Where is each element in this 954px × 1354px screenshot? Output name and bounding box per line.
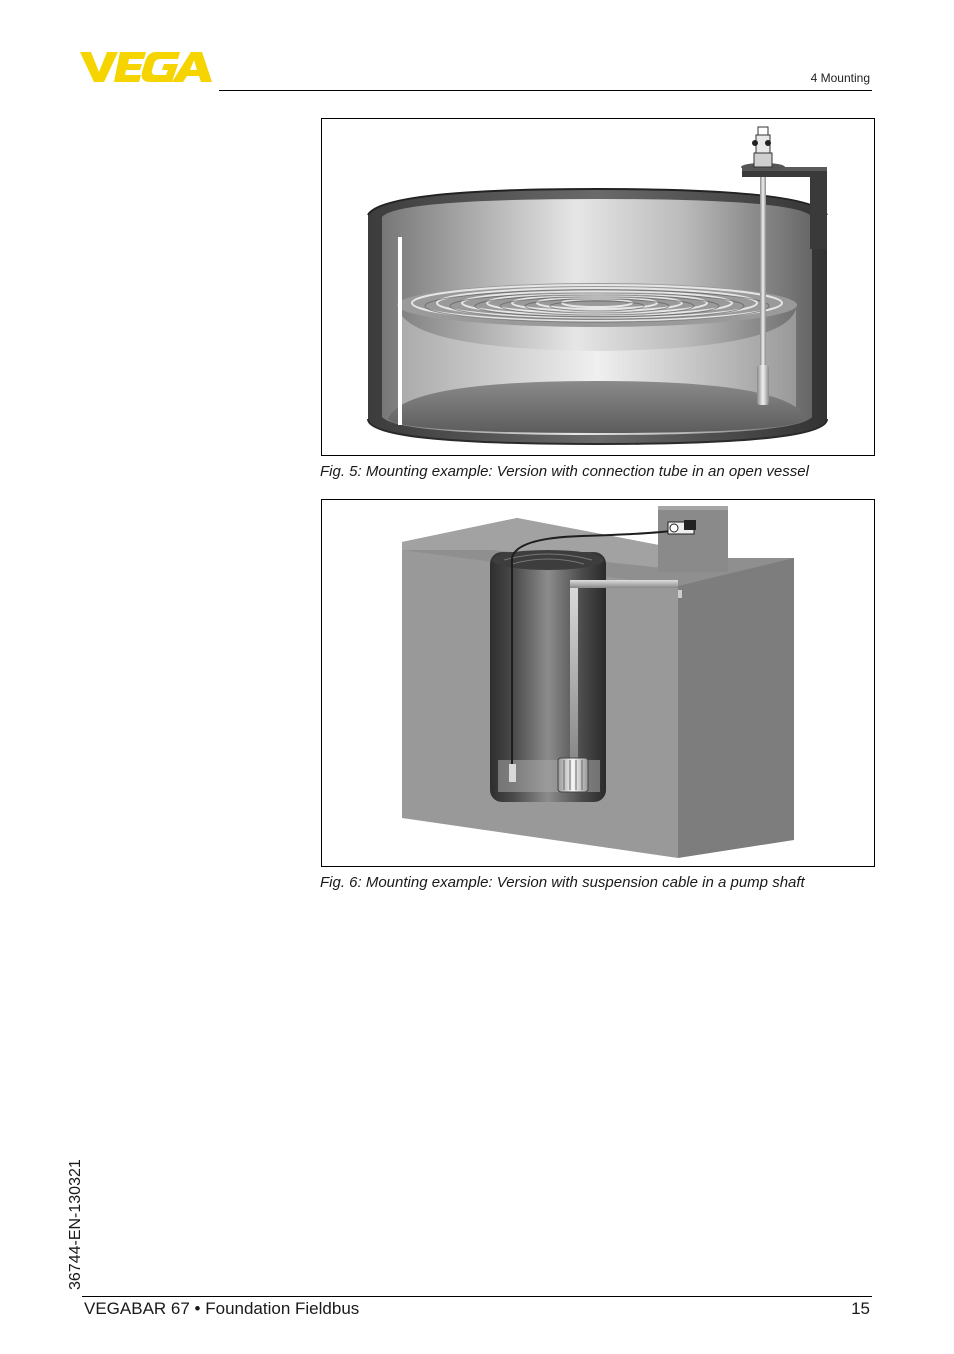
figure-open-vessel: [321, 118, 875, 456]
vega-logo: [80, 50, 212, 84]
page-number: 15: [851, 1299, 870, 1318]
footer-title: VEGABAR 67 • Foundation Fieldbus: [84, 1299, 360, 1318]
figure-pump-shaft: [321, 499, 875, 867]
figure-caption: Fig. 6: Mounting example: Version with suspension cable in a pump shaft: [320, 874, 805, 891]
header-rule: [219, 90, 872, 91]
footer-rule: [82, 1296, 872, 1297]
document-id: 36744-EN-130321: [67, 1159, 84, 1290]
section-label: 4 Mounting: [810, 71, 870, 85]
figure-caption: Fig. 5: Mounting example: Version with connection tube in an open vessel: [320, 463, 809, 480]
